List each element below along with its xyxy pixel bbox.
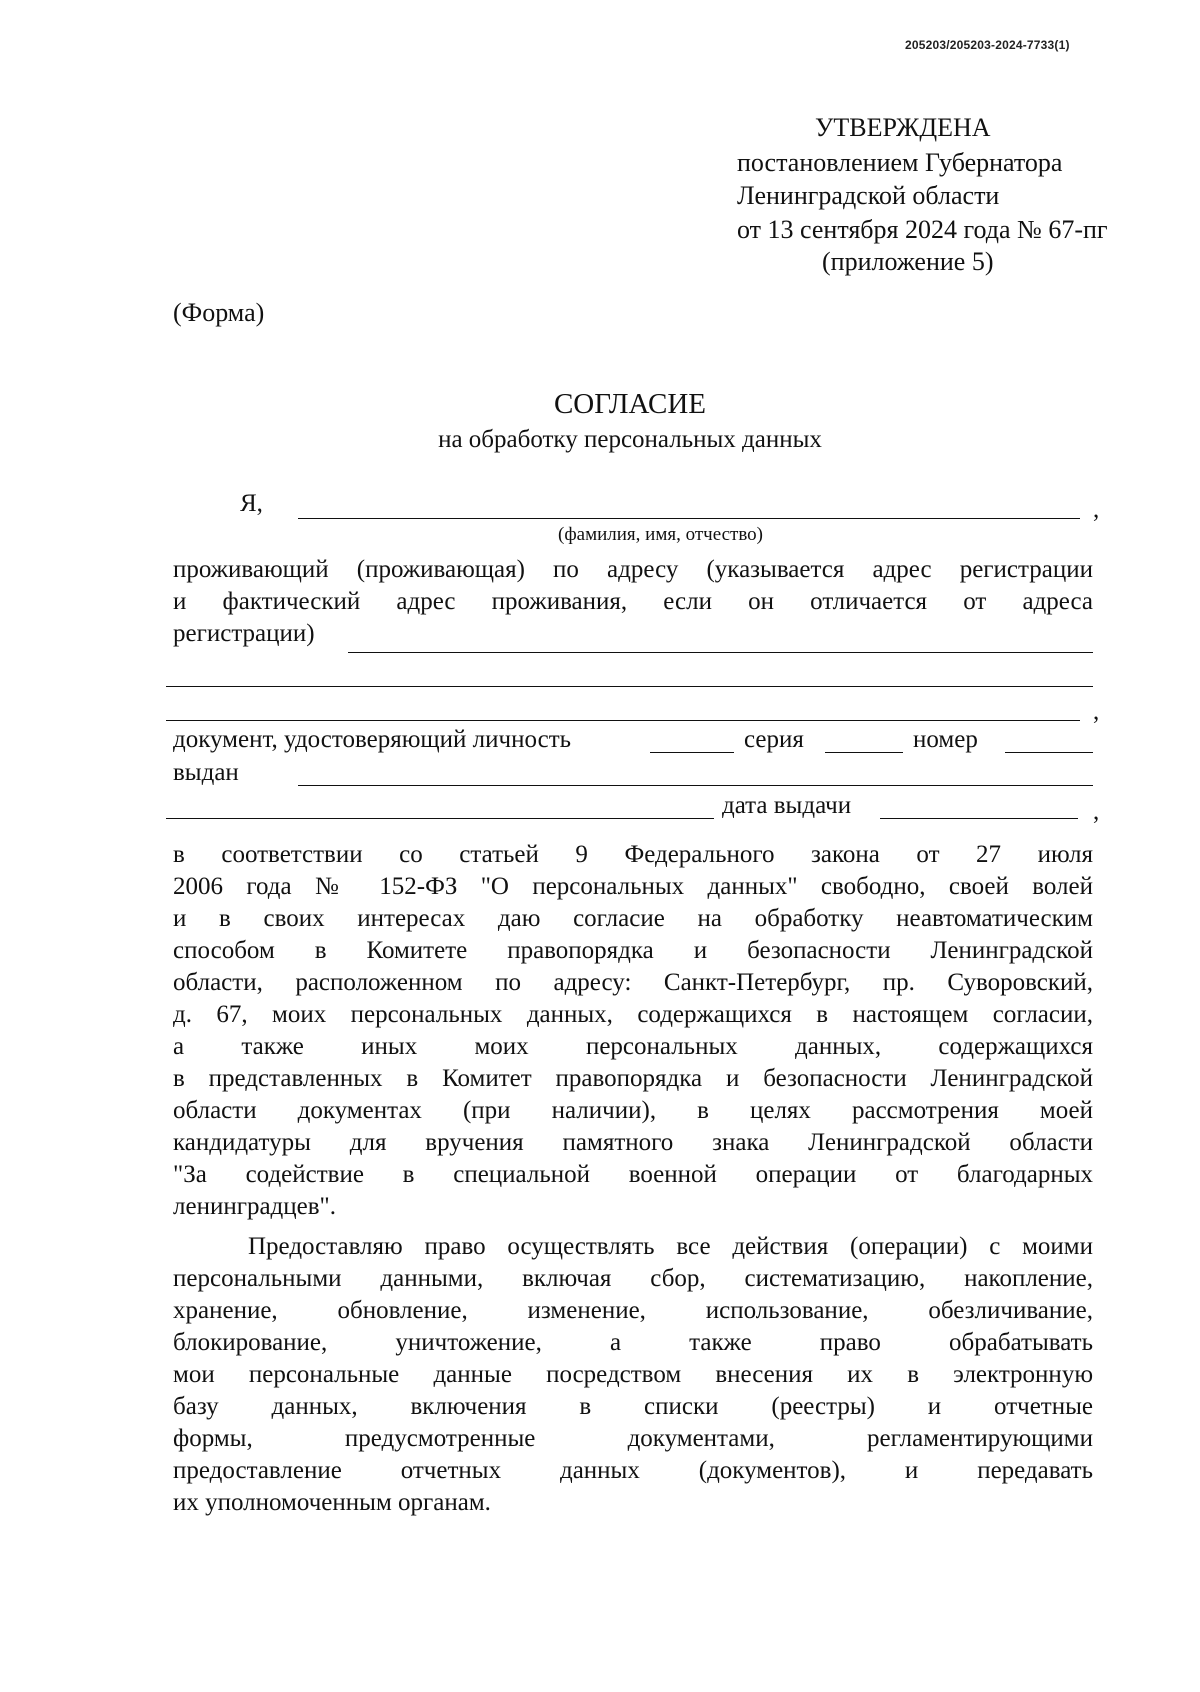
approval-line-3: от 13 сентября 2024 года № 67-пг <box>737 215 1108 244</box>
address-label-line-1: проживающий (проживающая) по адресу (указывается адрес регистрации <box>173 556 1093 583</box>
paragraph-1-line: в представленных в Комитет правопорядка и безопасности Ленинградской <box>173 1065 1093 1092</box>
paragraph-1-line: в соответствии со статьей 9 Федерального закона от 27 июля <box>173 841 1093 868</box>
paragraph-1-line: ленинградцев". <box>173 1193 337 1220</box>
ya-label: Я, <box>240 490 263 517</box>
approval-line-1: постановлением Губернатора <box>737 148 1063 177</box>
issue-date-field-line[interactable] <box>880 818 1078 819</box>
paragraph-2-line: их уполномоченным органам. <box>173 1489 491 1516</box>
issued-field-line-2[interactable] <box>166 818 714 819</box>
address-field-line-1[interactable] <box>348 652 1093 653</box>
paragraph-1-line: способом в Комитете правопорядка и безопасности Ленинградской <box>173 937 1093 964</box>
address-label-line-2: и фактический адрес проживания, если он отличается от адреса <box>173 588 1093 615</box>
document-title: СОГЛАСИЕ <box>553 388 707 420</box>
paragraph-2-line: базу данных, включения в списки (реестры) и отчетные <box>173 1393 1093 1420</box>
address-label-line-3: регистрации) <box>173 620 315 647</box>
paragraph-1-line: "За содействие в специальной военной операции от благодарных <box>173 1161 1093 1188</box>
issued-field-line[interactable] <box>298 785 1093 786</box>
paragraph-1-line: кандидатуры для вручения памятного знака Ленинградской области <box>173 1129 1093 1156</box>
paragraph-1-line: д. 67, моих персональных данных, содержащихся в настоящем согласии, <box>173 1001 1093 1028</box>
paragraph-2-line: блокирование, уничтожение, а также право обрабатывать <box>173 1329 1093 1356</box>
paragraph-2-line: мои персональные данные посредством внесения их в электронную <box>173 1361 1093 1388</box>
address-field-line-3[interactable] <box>166 720 1080 721</box>
approval-title: УТВЕРЖДЕНА <box>815 113 991 142</box>
fio-caption: (фамилия, имя, отчество) <box>558 524 764 545</box>
issue-date-label: дата выдачи <box>722 792 852 819</box>
number-field-line[interactable] <box>1005 752 1093 753</box>
issued-label: выдан <box>173 759 239 786</box>
paragraph-2-line: предоставление отчетных данных (документов), и передавать <box>173 1457 1093 1484</box>
paragraph-2-line: хранение, обновление, изменение, использование, обезличивание, <box>173 1297 1093 1324</box>
address-field-line-2[interactable] <box>166 686 1093 687</box>
fio-comma: , <box>1093 496 1100 523</box>
paragraph-1-line: а также иных моих персональных данных, содержащихся <box>173 1033 1093 1060</box>
document-label: документ, удостоверяющий личность <box>173 726 572 753</box>
paragraph-1-line: 2006 года № 152-ФЗ "О персональных данных" свободно, своей волей <box>173 873 1093 900</box>
document-subtitle: на обработку персональных данных <box>438 426 822 453</box>
document-number: 205203/205203-2024-7733(1) <box>905 38 1070 52</box>
approval-line-2: Ленинградской области <box>737 181 1000 210</box>
paragraph-2-line: формы, предусмотренные документами, регламентирующими <box>173 1425 1093 1452</box>
address-comma: , <box>1093 698 1100 725</box>
series-field-line[interactable] <box>825 752 903 753</box>
number-label: номер <box>913 726 978 753</box>
paragraph-1-line: области документах (при наличии), в целях рассмотрения моей <box>173 1097 1093 1124</box>
paragraph-2-line: персональными данными, включая сбор, систематизацию, накопление, <box>173 1265 1093 1292</box>
paragraph-1-line: области, расположенном по адресу: Санкт-Петербург, пр. Суворовский, <box>173 969 1093 996</box>
form-label: (Форма) <box>173 298 265 327</box>
paragraph-2-line: Предоставляю право осуществлять все действия (операции) с моими <box>248 1233 1093 1260</box>
approval-line-4: (приложение 5) <box>822 247 994 276</box>
paragraph-1-line: и в своих интересах даю согласие на обработку неавтоматическим <box>173 905 1093 932</box>
document-type-field-line[interactable] <box>650 752 734 753</box>
fio-field-line[interactable] <box>298 518 1080 519</box>
series-label: серия <box>744 726 804 753</box>
issue-date-comma: , <box>1093 798 1100 825</box>
